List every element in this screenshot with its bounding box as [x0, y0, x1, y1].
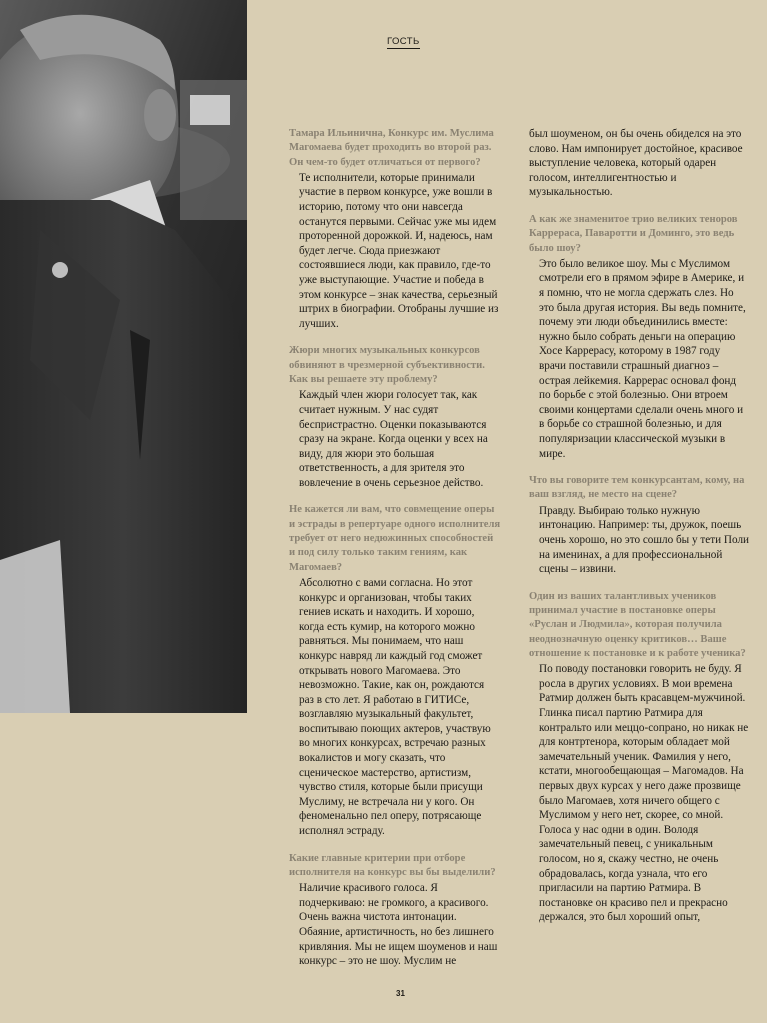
answer: Правду. Выбираю только нужную интонацию. Например: ты, дружок, поешь очень хорошо, но это сошло бы у тети Поли на именинах, а для профессиональной сцены – извини. — [539, 504, 750, 576]
answer: Это было великое шоу. Мы с Муслимом смотрели его в прямом эфире в Америке, и я помню, что не могла сдержать слез. Но это была другая история. Вы ведь помните, почему эти люди объединились вместе: нужно было собрать деньги на операцию Хосе Каррерасу, которому в 1987 году врачи поставили страшный диагноз – острая лейкемия. Каррерас основал фонд по борьбе с этой болезнью. Они втроем своими концертами сделали очень много и в борьбе со страшной болезнью, и для популяризации классической музыки в мире. — [539, 257, 746, 460]
answer: Абсолютно с вами согласна. Но этот конкурс и организован, чтобы таких гениев искать и находить. И хорошо, когда есть кумир, на которого можно равняться. Мы понимаем, что наш конкурс навряд ли каждый год сможет открывать нового Магомаева. Это невозможно. Такие, как он, рождаются раз в сто лет. Я работаю в ГИТИСе, возглавляю музыкальный факультет, воспитываю поющих актеров, участвую во многих конкурсах, встречаю разных вокалистов и могу сказать, что сценическое мастерство, артистизм, чувство стиля, которые были присущи Муслиму, не встречала ни у кого. Он феноменально пел оперу, потрясающе исполнял эстраду. — [299, 576, 491, 838]
question: Тамара Ильинична, Конкурс им. Муслима Магомаева будет проходить во второй раз. Он чем-то будет отличаться от первого? — [289, 128, 494, 168]
section-header: ГОСТЬ — [387, 36, 420, 47]
right-column — [529, 127, 749, 938]
question: Какие главные критерии при отборе исполнителя на конкурс вы бы выделили? — [289, 852, 496, 878]
answer: Наличие красивого голоса. Я подчеркиваю: не громкого, а красивого. Очень важна чистота интонации. Обаяние, артистичность, но без лишнего кривляния. Мы не ищем шоуменов и наш конкурс – это не шоу. Муслим не — [299, 882, 498, 968]
left-column — [289, 127, 501, 982]
question: Один из ваших талантливых учеников принимал участие в постановке оперы «Руслан и Людмила», которая получила неоднозначную оценку критиков… Ваше отношение к постановке и к работе ученика? — [529, 590, 746, 659]
question: Не кажется ли вам, что совмещение оперы и эстрады в репертуаре одного исполнителя требует от него недюжинных способностей и под силу только таким гениям, как Магомаев? — [289, 504, 501, 573]
answer: По поводу постановки говорить не буду. Я росла в других условиях. В мои времена Ратмир должен быть красавцем-мужчиной. Глинка писал партию Ратмира для контральто или меццо-сопрано, но никак не для контртенора, которым обладает мой замечательный ученик. Фамилия у него, кстати, многообещающая – Магомадов. На первых двух курсах у него даже прозвище было Магомаев, хотя ничего общего с Муслимом у него нет, скорее, со мной. Голоса у нас одни в один. Володя замечательный певец, с уникальным голосом, но я, скажу честно, не очень обрадовалась, когда узнала, что его пригласили на партию Ратмира. В постановке он красиво пел и прекрасно держался, это был хороший опыт, — [539, 663, 749, 924]
answer: Каждый член жюри голосует так, как считает нужным. У нас судят беспристрастно. Оценки показываются сразу на экране. Когда оценки у всех на виду, для жюри это большая ответственность, а для зрителя это вовлечение в очень серьезное действо. — [299, 389, 488, 489]
answer-continued: был шоуменом, он бы очень обиделся на это слово. Нам импонирует достойное, красивое выступление человека, который одарен голосом, интеллигентностью и музыкальностью. — [529, 128, 743, 199]
question: А как же знаменитое трио великих теноров Каррераса, Паваротти и Доминго, это ведь было шоу? — [529, 213, 738, 254]
question: Что вы говорите тем конкурсантам, кому, на ваш взгляд, не место на сцене? — [529, 475, 745, 501]
question: Жюри многих музыкальных конкурсов обвиняют в чрезмерной субъективности. Как вы решаете эту проблему? — [289, 345, 485, 386]
portrait-photo — [0, 0, 247, 713]
page-number: 31 — [396, 989, 405, 998]
answer: Те исполнители, которые принимали участие в первом конкурсе, уже вошли в историю, потому что они навсегда останутся первыми. Сейчас уже мы идем проторенной дорожкой. И, надеюсь, нам будет легче. Сюда приезжают состоявшиеся люди, как правило, где-то уже выступающие. Участие и победа в этом конкурсе – знак качества, серьезный штрих в биографии. Отобраны лучшие из лучших. — [299, 171, 499, 330]
